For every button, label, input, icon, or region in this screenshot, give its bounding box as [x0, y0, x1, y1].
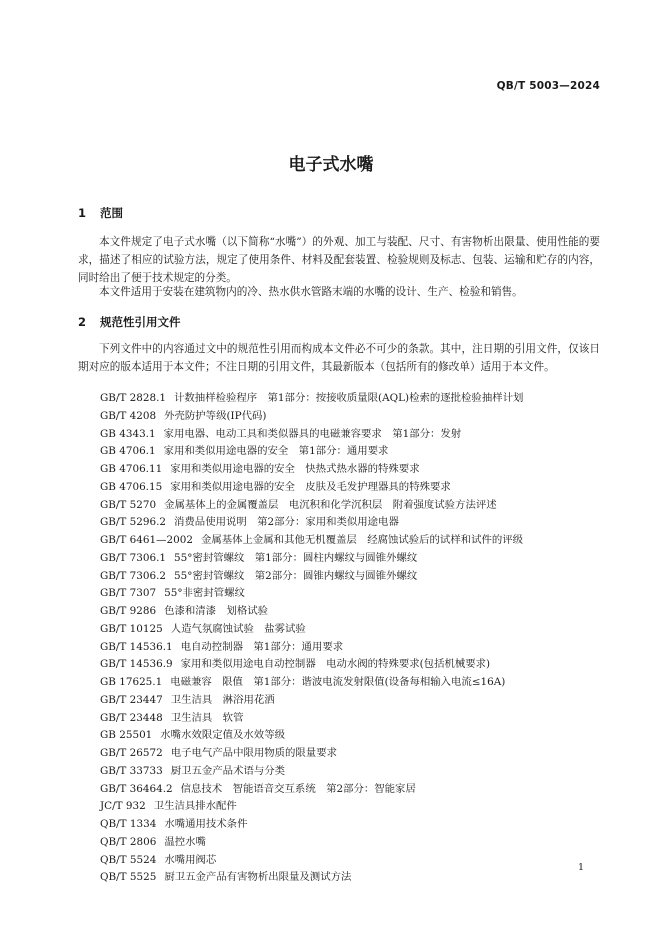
reference-title: 卫生洁具排水配件: [153, 800, 237, 813]
reference-title: 55°密封管螺纹 第2部分：圆锥内螺纹与圆锥外螺纹: [174, 569, 418, 582]
reference-title: 厨卫五金产品术语与分类: [170, 764, 286, 777]
reference-code: GB/T 26572: [100, 747, 163, 759]
reference-item: [100, 443, 620, 461]
reference-item: [100, 674, 620, 692]
section-2-title: 规范性引用文件: [100, 315, 181, 329]
reference-code: QB/T 5524: [100, 853, 157, 866]
reference-list: [100, 390, 620, 887]
reference-code: QB/T 1334: [100, 818, 157, 830]
section-1-heading: [78, 205, 123, 221]
reference-item: [100, 852, 620, 870]
reference-code: GB 25501: [100, 729, 153, 742]
reference-title: 消费品使用说明 第2部分：家用和类似用途电器: [174, 516, 399, 529]
reference-code: GB/T 5296.2: [100, 516, 167, 529]
reference-item: [100, 798, 620, 816]
reference-item: [100, 390, 620, 408]
reference-code: GB 4706.11: [100, 463, 163, 475]
reference-code: GB/T 36464.2: [100, 782, 173, 795]
reference-code: GB/T 5270: [100, 498, 157, 511]
reference-title: 水嘴水效限定值及水效等级: [160, 729, 285, 742]
reference-title: 外壳防护等级(IP代码): [164, 409, 267, 422]
reference-title: 卫生洁具 淋浴用花洒: [170, 693, 275, 706]
reference-title: 电自动控制器 第1部分：通用要求: [180, 640, 344, 653]
reference-item: [100, 639, 620, 657]
reference-item: [100, 727, 620, 745]
reference-title: 家用和类似用途电自动控制器 电动水阀的特殊要求(包括机械要求): [180, 658, 491, 671]
reference-item: [100, 745, 620, 763]
reference-title: 信息技术 智能语音交互系统 第2部分：智能家居: [180, 782, 416, 795]
document-title: 电子式水嘴: [288, 155, 374, 175]
reference-title: 卫生洁具 软管: [170, 711, 244, 724]
reference-title: 55°密封管螺纹 第1部分：圆柱内螺纹与圆锥外螺纹: [174, 551, 418, 564]
reference-code: GB/T 14536.1: [100, 640, 173, 653]
reference-code: GB/T 7306.2: [100, 569, 167, 582]
reference-code: GB/T 7307: [100, 587, 157, 600]
reference-code: GB 4706.1: [100, 445, 156, 458]
reference-code: GB 17625.1: [100, 676, 163, 688]
reference-code: GB/T 33733: [100, 764, 163, 777]
reference-title: 家用和类似用途电器的安全 皮肤及毛发护理器具的特殊要求: [170, 480, 451, 493]
reference-code: JC/T 932: [100, 800, 146, 813]
reference-title: 厨卫五金产品有害物析出限量及测试方法: [164, 871, 352, 884]
reference-item: [100, 550, 620, 568]
reference-title: 金属基体上的金属覆盖层 电沉积和化学沉积层 附着强度试验方法评述: [164, 498, 497, 511]
reference-code: GB/T 6461—2002: [100, 534, 193, 546]
reference-title: 人造气氛腐蚀试验 盐雾试验: [170, 622, 306, 635]
reference-title: 家用和类似用途电器的安全 第1部分：通用要求: [163, 445, 389, 458]
section-2-heading: [78, 314, 181, 330]
reference-item: [100, 692, 620, 710]
reference-code: GB/T 2828.1: [100, 392, 167, 404]
reference-item: [100, 869, 620, 887]
page-number: 1: [577, 862, 584, 873]
reference-code: GB/T 14536.9: [100, 658, 173, 671]
reference-title: 电磁兼容 限值 第1部分：谐波电流发射限值(设备每相输入电流≤16A): [170, 676, 506, 688]
section-1-title: 范围: [100, 206, 124, 220]
reference-code: GB/T 4208: [100, 409, 157, 422]
reference-item: [100, 532, 620, 550]
reference-item: [100, 408, 620, 426]
reference-title: 家用和类似用途电器的安全 快热式热水器的特殊要求: [170, 463, 420, 475]
reference-code: QB/T 5525: [100, 871, 157, 884]
reference-title: 55°非密封管螺纹: [164, 587, 245, 600]
reference-title: 水嘴通用技术条件: [164, 818, 248, 830]
scope-paragraph-1: 本文件规定了电子式水嘴（以下简称“水嘴”）的外观、加工与装配、尺寸、有害物析出限量、使用性能的要求，描述了相应的试验方法，规定了使用条件、材料及配套装置、检验规则及标志、包装、运输和贮存的内容，同时给出了便于技术规定的分类。: [78, 236, 600, 284]
reference-item: [100, 479, 620, 497]
references-intro: 下列文件中的内容通过文中的规范性引用而构成本文件必不可少的条款。其中，注日期的引用文件，仅该日期对应的版本适用于本文件；不注日期的引用文件，其最新版本（包括所有的修改单）适用于本文件。: [78, 343, 600, 373]
reference-code: GB/T 23447: [100, 693, 163, 706]
reference-title: 色漆和清漆 划格试验: [164, 605, 269, 617]
reference-item: [100, 763, 620, 781]
reference-item: [100, 514, 620, 532]
reference-code: GB 4706.15: [100, 480, 163, 493]
reference-title: 家用电器、电动工具和类似器具的电磁兼容要求 第1部分：发射: [163, 427, 462, 440]
reference-title: 计数抽样检验程序 第1部分：按接收质量限(AQL)检索的逐批检验抽样计划: [174, 392, 524, 404]
reference-item: [100, 497, 620, 515]
reference-title: 水嘴用阀芯: [164, 853, 217, 866]
reference-item: [100, 585, 620, 603]
reference-item: [100, 603, 620, 621]
reference-item: [100, 621, 620, 639]
reference-code: GB/T 7306.1: [100, 551, 167, 564]
reference-code: GB/T 9286: [100, 605, 157, 617]
reference-item: [100, 781, 620, 799]
reference-title: 电子电气产品中限用物质的限量要求: [170, 747, 337, 759]
reference-code: GB/T 23448: [100, 711, 163, 724]
reference-item: [100, 710, 620, 728]
reference-item: [100, 426, 620, 444]
reference-item: [100, 656, 620, 674]
reference-title: 金属基体上金属和其他无机覆盖层 经腐蚀试验后的试样和试件的评级: [200, 534, 524, 546]
reference-item: [100, 816, 620, 834]
scope-paragraph-2: 本文件适用于安装在建筑物内的冷、热水供水管路末端的水嘴的设计、生产、检验和销售。: [99, 286, 523, 298]
section-2-number: 2: [78, 315, 87, 329]
reference-code: GB 4343.1: [100, 427, 156, 440]
document-code: QB/T 5003—2024: [496, 80, 600, 92]
reference-item: [100, 568, 620, 586]
section-1-number: 1: [78, 206, 87, 220]
reference-code: GB/T 10125: [100, 622, 163, 635]
reference-item: [100, 834, 620, 852]
reference-item: [100, 461, 620, 479]
reference-code: QB/T 2806: [100, 835, 157, 848]
reference-title: 温控水嘴: [164, 835, 206, 848]
